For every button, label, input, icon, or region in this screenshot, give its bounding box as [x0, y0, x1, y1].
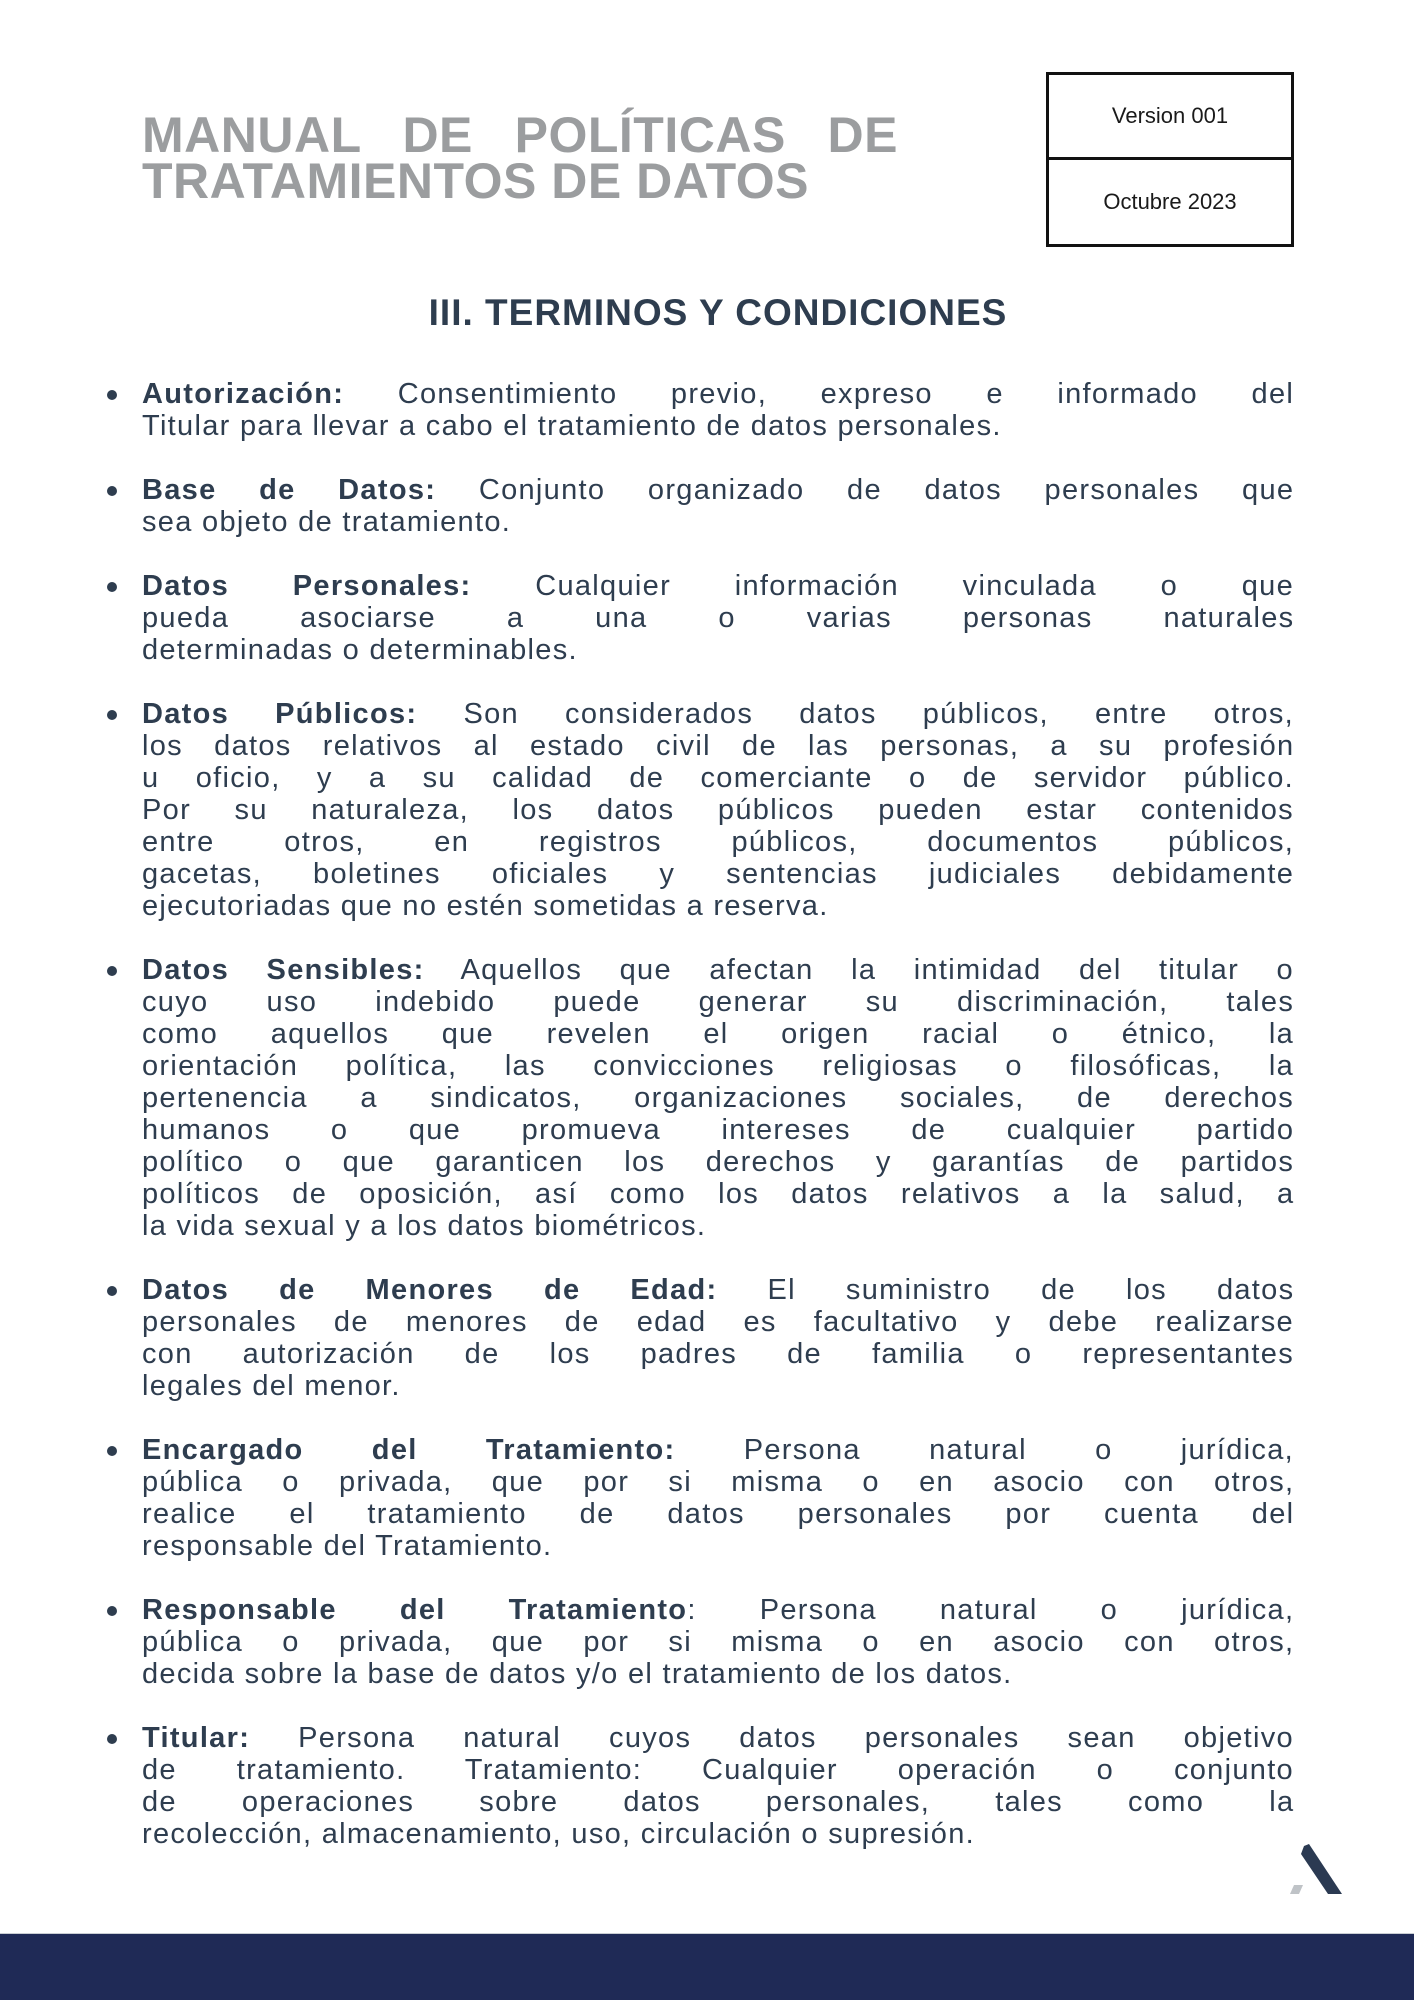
term-definition-text: Persona natural o jurídica, — [675, 1434, 1294, 1466]
term-line: Por su naturaleza, los datos públicos pueden estar contenidos — [142, 794, 1294, 826]
term-line: político o que garanticen los derechos y garantías de partidos — [142, 1146, 1295, 1178]
term-line: sea objeto de tratamiento. — [142, 506, 512, 538]
term-line: los datos relativos al estado civil de las personas, a su profesión — [142, 730, 1295, 762]
term-line: con autorización de los padres de familia o representantes — [142, 1338, 1294, 1370]
term-item — [100, 954, 1294, 1242]
term-line: decida sobre la base de datos y/o el tratamiento de los datos. — [142, 1658, 1013, 1690]
term-name: Base de Datos: — [142, 474, 437, 506]
term-definition-text: Son considerados datos públicos, entre otros, — [417, 698, 1294, 730]
term-definition-text: Persona natural cuyos datos personales sean objetivo — [250, 1722, 1294, 1754]
term-line: ejecutoriadas que no estén sometidas a reserva. — [142, 890, 829, 922]
term-line — [142, 954, 1294, 986]
term-line: determinadas o determinables. — [142, 634, 578, 666]
term-line: gacetas, boletines oficiales y sentencias judiciales debidamente — [142, 858, 1295, 890]
term-name: Autorización: — [142, 378, 345, 410]
term-line: entre otros, en registros públicos, documentos públicos, — [142, 826, 1295, 858]
bullet-dot-icon — [107, 582, 117, 592]
term-line — [142, 570, 1294, 602]
terms-list — [100, 378, 1294, 1882]
term-definition-text: Consentimiento previo, expreso e informado del — [344, 378, 1295, 410]
term-definition-text: Cualquier información vinculada o que — [471, 570, 1294, 602]
term-line: de tratamiento. Tratamiento: Cualquier operación o conjunto — [142, 1754, 1294, 1786]
term-line: responsable del Tratamiento. — [142, 1530, 553, 1562]
term-item — [100, 570, 1294, 666]
bullet-dot-icon — [107, 710, 117, 720]
term-line: pueda asociarse a una o varias personas naturales — [142, 602, 1295, 634]
document-title — [142, 107, 898, 209]
term-name: Datos Personales: — [142, 570, 472, 602]
term-item — [100, 1722, 1294, 1850]
term-definition-text: Aquellos que afectan la intimidad del titular o — [424, 954, 1294, 986]
term-name: Datos Sensibles: — [142, 954, 425, 986]
term-line — [142, 1434, 1294, 1466]
bullet-dot-icon — [107, 486, 117, 496]
term-line — [142, 1594, 1294, 1626]
version-date: Octubre 2023 — [1103, 189, 1237, 214]
term-line: legales del menor. — [142, 1370, 401, 1402]
term-line: la vida sexual y a los datos biométricos. — [142, 1210, 707, 1242]
term-line: pública o privada, que por si misma o en asocio con otros, — [142, 1466, 1295, 1498]
term-line: pública o privada, que por si misma o en asocio con otros, — [142, 1626, 1295, 1658]
brand-logo-icon — [1288, 1844, 1344, 1898]
term-name: Titular: — [142, 1722, 251, 1754]
bullet-dot-icon — [107, 390, 117, 400]
bullet-dot-icon — [107, 1734, 117, 1744]
term-line: u oficio, y a su calidad de comerciante o de servidor público. — [142, 762, 1294, 794]
version-label: Version 001 — [1049, 75, 1291, 160]
term-item — [100, 1434, 1294, 1562]
term-line: pertenencia a sindicatos, organizaciones sociales, de derechos — [142, 1082, 1295, 1114]
term-line — [142, 378, 1294, 410]
term-definition-text: Conjunto organizado de datos personales que — [436, 474, 1295, 506]
term-name: Responsable del Tratamiento — [142, 1594, 688, 1626]
bullet-dot-icon — [107, 1446, 117, 1456]
term-line: cuyo uso indebido puede generar su discriminación, tales — [142, 986, 1295, 1018]
section-heading: III. TERMINOS Y CONDICIONES — [428, 292, 1008, 333]
term-name: Datos Públicos: — [142, 698, 418, 730]
term-line: de operaciones sobre datos personales, tales como la — [142, 1786, 1295, 1818]
bullet-dot-icon — [107, 966, 117, 976]
term-line: políticos de oposición, así como los datos relativos a la salud, a — [142, 1178, 1295, 1210]
bullet-dot-icon — [107, 1286, 117, 1296]
footer-band — [0, 1933, 1414, 2000]
term-line: Titular para llevar a cabo el tratamiento de datos personales. — [142, 410, 1002, 442]
term-line — [142, 1722, 1294, 1754]
term-name: Encargado del Tratamiento: — [142, 1434, 676, 1466]
term-line: humanos o que promueva intereses de cualquier partido — [142, 1114, 1295, 1146]
term-item — [100, 378, 1294, 442]
document-title-line-2: TRATAMIENTOS DE DATOS — [142, 153, 809, 209]
term-line — [142, 698, 1294, 730]
term-line — [142, 474, 1294, 506]
logo-diagonal-stroke — [1301, 1844, 1342, 1894]
term-line: como aquellos que revelen el origen racial o étnico, la — [142, 1018, 1295, 1050]
bullet-dot-icon — [107, 1606, 117, 1616]
term-definition-text: El suministro de los datos — [717, 1274, 1295, 1306]
term-line: realice el tratamiento de datos personales por cuenta del — [142, 1498, 1295, 1530]
document-title-line-1: MANUAL DE POLÍTICAS DE — [142, 107, 898, 163]
term-item — [100, 698, 1294, 922]
term-line: recolección, almacenamiento, uso, circulación o supresión. — [142, 1818, 976, 1850]
term-item — [100, 1594, 1294, 1690]
term-item — [100, 474, 1294, 538]
term-line — [142, 1274, 1294, 1306]
term-line: orientación política, las convicciones religiosas o filosóficas, la — [142, 1050, 1294, 1082]
logo-gray-base — [1290, 1885, 1303, 1894]
term-item — [100, 1274, 1294, 1402]
version-box — [1046, 72, 1294, 247]
term-line: personales de menores de edad es facultativo y debe realizarse — [142, 1306, 1294, 1338]
term-name: Datos de Menores de Edad: — [142, 1274, 718, 1306]
term-definition-text: : Persona natural o jurídica, — [687, 1594, 1295, 1626]
